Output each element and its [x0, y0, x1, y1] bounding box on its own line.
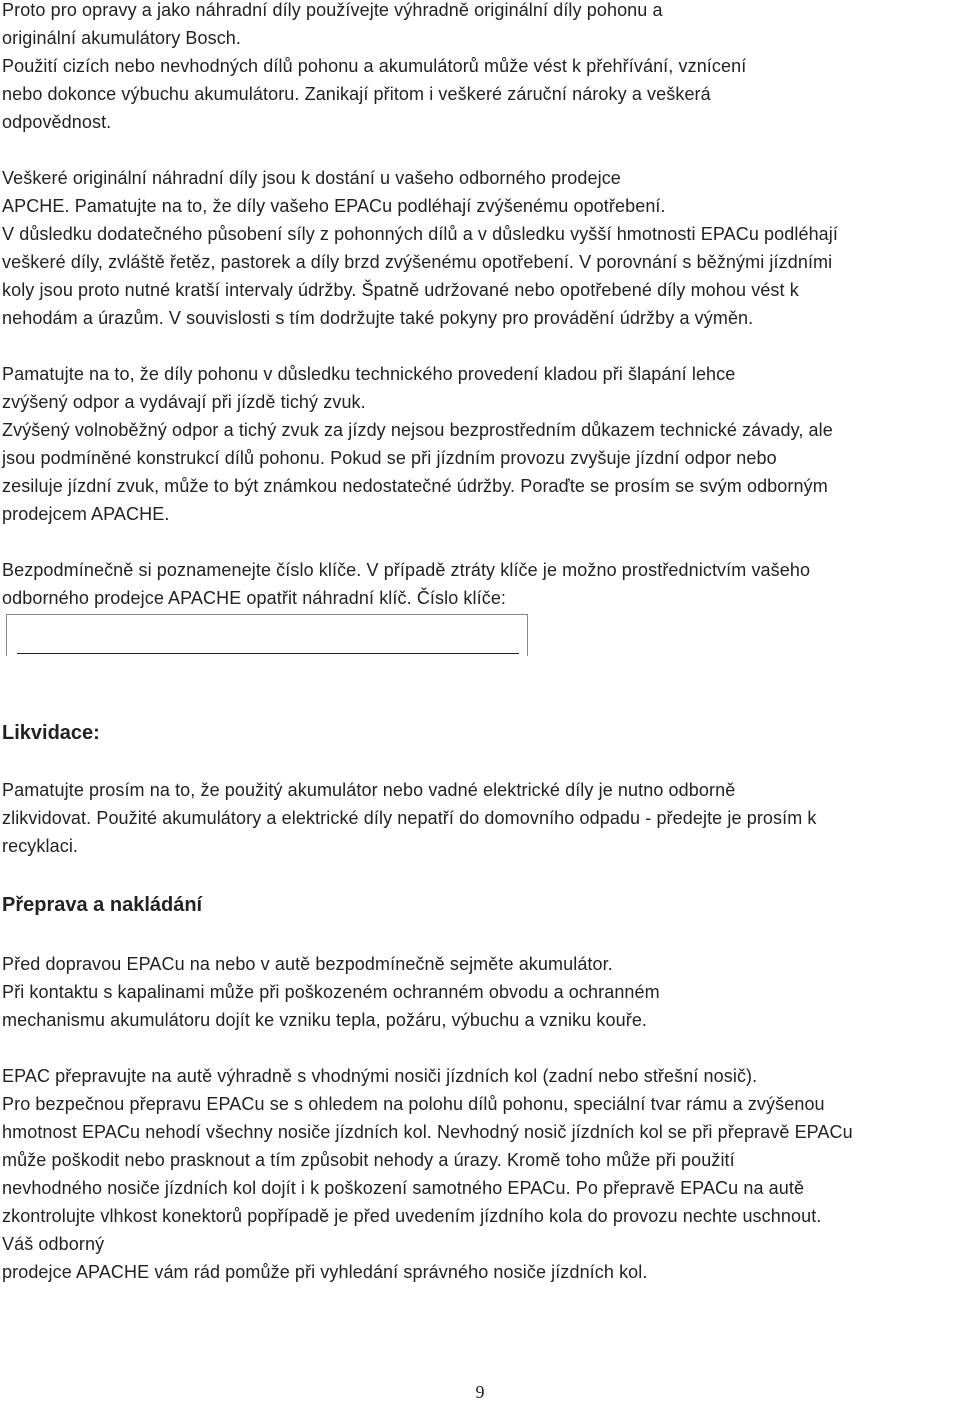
resistance-line: zvýšený odpor a vydávají při jízdě tichý zvuk. — [2, 392, 366, 412]
intro-line: nebo dokonce výbuchu akumulátoru. Zanikají přitom i veškeré záruční nároky a veškerá — [2, 84, 711, 104]
transport-line: Váš odborný — [2, 1234, 105, 1254]
intro-line: odpovědnost. — [2, 112, 112, 132]
spare-parts-line: APCHE. Pamatujte na to, že díly vašeho EPACu podléhají zvýšenému opotřebení. — [2, 196, 666, 216]
transport-line: EPAC přepravujte na autě výhradně s vhodnými nosiči jízdních kol (zadní nebo střešní nosič). — [2, 1066, 758, 1086]
spare-parts-line: Veškeré originální náhradní díly jsou k dostání u vašeho odborného prodejce — [2, 168, 621, 188]
intro-line: originální akumulátory Bosch. — [2, 28, 242, 48]
transport-line: Před dopravou EPACu na nebo v autě bezpodmínečně sejměte akumulátor. — [2, 954, 613, 974]
spare-parts-line: koly jsou proto nutné kratší intervaly údržby. Špatně udržované nebo opotřebené díly mohou vést k — [2, 280, 799, 300]
intro-line: Proto pro opravy a jako náhradní díly používejte výhradně originální díly pohonu a — [2, 0, 663, 20]
spare-parts-line: V důsledku dodatečného působení síly z pohonných dílů a v důsledku vyšší hmotnosti EPACu podléhají — [2, 224, 838, 244]
resistance-line: Pamatujte na to, že díly pohonu v důsledku technického provedení kladou při šlapání lehce — [2, 364, 736, 384]
transport-line: prodejce APACHE vám rád pomůže při vyhledání správného nosiče jízdních kol. — [2, 1262, 648, 1282]
transport-line: nevhodného nosiče jízdních kol dojít i k poškození samotného EPACu. Po přepravě EPACu na autě — [2, 1178, 805, 1198]
disposal-line: recyklaci. — [2, 836, 79, 856]
transport-line: Při kontaktu s kapalinami může při poškozeném ochranném obvodu a ochranném — [2, 982, 660, 1002]
key-number-field[interactable] — [6, 614, 528, 656]
transport-heading: Přeprava a nakládání — [2, 894, 203, 916]
disposal-line: Pamatujte prosím na to, že použitý akumulátor nebo vadné elektrické díly je nutno odborně — [2, 780, 736, 800]
intro-line: Použití cizích nebo nevhodných dílů pohonu a akumulátorů může vést k přehřívání, vznícení — [2, 56, 747, 76]
key-note-line: Bezpodmínečně si poznamenejte číslo klíče. V případě ztráty klíče je možno prostřednictvím vašeho — [2, 560, 811, 580]
disposal-line: zlikvidovat. Použité akumulátory a elektrické díly nepatří do domovního odpadu - předejte je prosím k — [2, 808, 817, 828]
resistance-line: Zvýšený volnoběžný odpor a tichý zvuk za jízdy nejsou bezprostředním důkazem technické závady, ale — [2, 420, 833, 440]
resistance-line: jsou podmíněné konstrukcí dílů pohonu. Pokud se při jízdním provozu zvyšuje jízdní odpor nebo — [2, 448, 777, 468]
transport-line: zkontrolujte vlhkost konektorů popřípadě je před uvedením jízdního kola do provozu nechte uschnout. — [2, 1206, 822, 1226]
transport-line: může poškodit nebo prasknout a tím způsobit nehody a úrazy. Kromě toho může při použití — [2, 1150, 735, 1170]
key-number-underline — [17, 653, 519, 654]
transport-line: mechanismu akumulátoru dojít ke vzniku tepla, požáru, výbuchu a vzniku kouře. — [2, 1010, 648, 1030]
resistance-line: prodejcem APACHE. — [2, 504, 170, 524]
resistance-line: zesiluje jízdní zvuk, může to být známkou nedostatečné údržby. Poraďte se prosím se svým odborným — [2, 476, 828, 496]
disposal-heading: Likvidace: — [2, 722, 100, 744]
key-note-line: odborného prodejce APACHE opatřit náhradní klíč. Číslo klíče: — [2, 588, 507, 608]
spare-parts-line: nehodám a úrazům. V souvislosti s tím dodržujte také pokyny pro provádění údržby a výměn. — [2, 308, 754, 328]
transport-line: Pro bezpečnou přepravu EPACu se s ohledem na polohu dílů pohonu, speciální tvar rámu a zvýšenou — [2, 1094, 825, 1114]
page-number: 9 — [475, 1382, 485, 1402]
transport-line: hmotnost EPACu nehodí všechny nosiče jízdních kol. Nevhodný nosič jízdních kol se při přepravě EPACu — [2, 1122, 853, 1142]
spare-parts-line: veškeré díly, zvláště řetěz, pastorek a díly brzd zvýšenému opotřebení. V porovnání s běžnými jízdními — [2, 252, 833, 272]
